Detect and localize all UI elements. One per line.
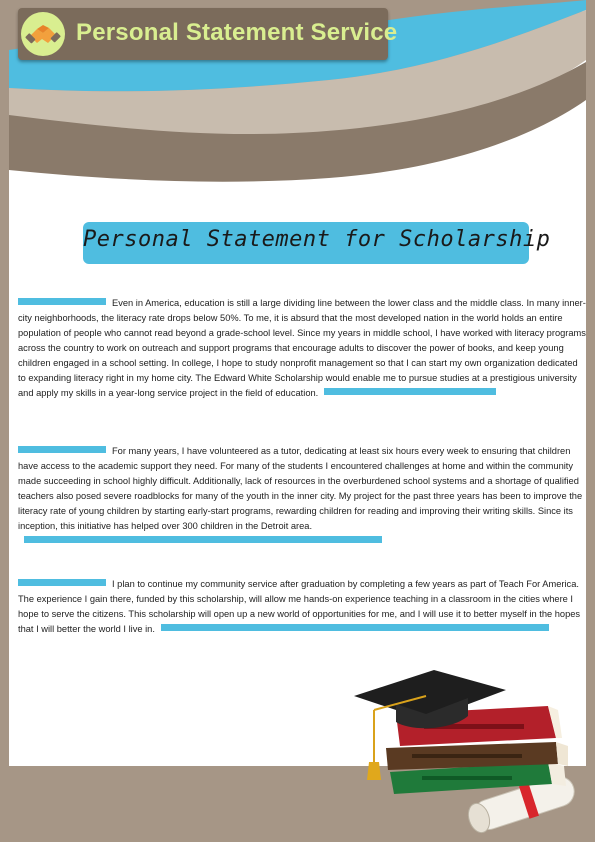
title-banner: [83, 222, 551, 264]
handshake-icon: [21, 12, 65, 56]
paragraph-2: [18, 444, 586, 549]
paragraph-text: I plan to continue my community service after graduation by completing a few years as part of Teach For America. The experience I gain there, funded by this scholarship, will allow me hands-on experience teaching in a classroom in the cities where I hope to serve the citizens. This scholarship will open up a new world of opportunities for me, and I will use it to better myself in the hopes that I will better the world I live in.: [18, 579, 581, 634]
paragraph-1: [18, 296, 586, 401]
paragraph-text: Even in America, education is still a large dividing line between the lower class and the middle class. In many inner-city neighborhoods, the literacy rate drops below 50%. To me, it is absurd that the most developed nation in the world holds an entire population of people who cannot read beyond a grade-school level. Since my years in middle school, I have worked with literacy programs across the country to work on outreach and support programs that encourage adults to discover the power of books, and keep young children engaged in a school setting. In college, I hope to study nonprofit management so that I can start my own organization dedicated to expanding literacy right in my home city. The Edward White Scholarship would enable me to pursue studies at a prestigious university and apply my skills in a year-long service project in the field of education.: [18, 298, 586, 398]
accent-bar: [324, 388, 496, 395]
paragraph-3: [18, 577, 586, 637]
document-title: Personal Statement for Scholarship: [83, 227, 551, 252]
accent-bar: [18, 579, 106, 586]
accent-bar: [18, 298, 106, 305]
accent-bar: [18, 446, 106, 453]
accent-bar: [24, 536, 382, 543]
header-banner: [18, 8, 398, 60]
graduation-cap-books-icon: [352, 666, 584, 842]
service-title: Personal Statement Service: [76, 19, 398, 46]
paragraph-text: For many years, I have volunteered as a tutor, dedicating at least six hours every week to ensuring that children have access to the academic support they need. For many of the students I encountered challenges at home and within the community made succeeding in school highly difficult. Additionally, lack of resources in the overburdened school systems and a shortage of qualified teachers also posed severe roadblocks for many of the youth in the inner city. My project for the past three years has been to improve the literacy rate of young children by starting early-start programs, rewarding children for reading and improving their writing skills. Since its inception, this initiative has helped over 300 children in the Detroit area.: [18, 446, 583, 531]
accent-bar: [161, 624, 549, 631]
document-page: [9, 0, 586, 766]
